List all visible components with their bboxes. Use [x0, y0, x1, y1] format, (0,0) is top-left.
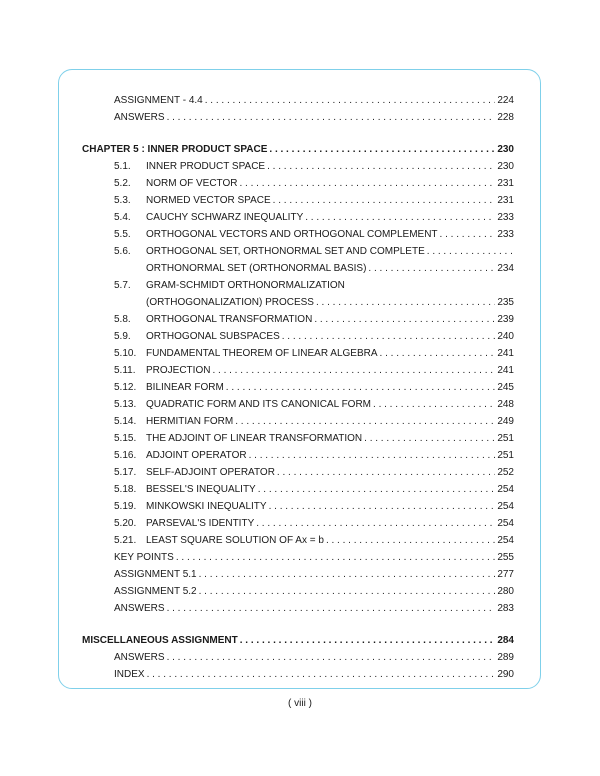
- toc-entry-answers-misc[interactable]: [114, 651, 514, 665]
- section-title: CAUCHY SCHWARZ INEQUALITY: [146, 212, 304, 223]
- toc-section-5-16[interactable]: [114, 449, 514, 463]
- section-number: 5.2.: [114, 178, 131, 189]
- entry-title: INDEX: [114, 669, 145, 680]
- entry-title: ASSIGNMENT 5.2: [114, 586, 197, 597]
- toc-entry-answers-4[interactable]: [114, 111, 514, 125]
- section-title-continued: ORTHONORMAL SET (ORTHONORMAL BASIS): [146, 263, 367, 274]
- section-page: 231: [497, 195, 514, 206]
- section-title: INNER PRODUCT SPACE: [146, 161, 266, 172]
- toc-section-5-9[interactable]: [114, 330, 514, 344]
- misc-page: 284: [497, 635, 514, 646]
- entry-page: 283: [497, 603, 514, 614]
- section-page: 254: [497, 501, 514, 512]
- chapter-page: 230: [497, 144, 514, 155]
- entry-page: 224: [497, 95, 514, 106]
- entry-title: ANSWERS: [114, 112, 165, 123]
- entry-page: 255: [497, 552, 514, 563]
- page-number-footer: ( viii ): [288, 698, 312, 709]
- entry-title: ASSIGNMENT 5.1: [114, 569, 197, 580]
- section-title-continued: (ORTHOGONALIZATION) PROCESS: [146, 297, 314, 308]
- section-number: 5.4.: [114, 212, 131, 223]
- entry-title: KEY POINTS: [114, 552, 174, 563]
- section-number: 5.3.: [114, 195, 131, 206]
- section-number: 5.16.: [114, 450, 137, 461]
- section-number: 5.12.: [114, 382, 137, 393]
- section-title: ORTHOGONAL VECTORS AND ORTHOGONAL COMPLEMENT: [146, 229, 438, 240]
- section-number: 5.20.: [114, 518, 137, 529]
- toc-miscellaneous-heading[interactable]: [82, 634, 514, 648]
- section-title: QUADRATIC FORM AND ITS CANONICAL FORM: [146, 399, 372, 410]
- section-page: 230: [497, 161, 514, 172]
- toc-entry-assignment-5-1[interactable]: [114, 568, 514, 582]
- section-title: BILINEAR FORM: [146, 382, 224, 393]
- section-page: 231: [497, 178, 514, 189]
- section-number: 5.9.: [114, 331, 131, 342]
- toc-section-5-12[interactable]: [114, 381, 514, 395]
- section-title: THE ADJOINT OF LINEAR TRANSFORMATION: [146, 433, 363, 444]
- section-number: 5.19.: [114, 501, 137, 512]
- section-title: LEAST SQUARE SOLUTION OF Ax = b: [146, 535, 324, 546]
- section-page: 254: [497, 518, 514, 529]
- toc-section-5-3[interactable]: [114, 194, 514, 208]
- section-page: 240: [497, 331, 514, 342]
- section-title: GRAM-SCHMIDT ORTHONORMALIZATION: [146, 280, 345, 291]
- section-number: 5.21.: [114, 535, 137, 546]
- entry-page: 289: [497, 652, 514, 663]
- section-number: 5.8.: [114, 314, 131, 325]
- toc-entry-answers-5[interactable]: [114, 602, 514, 616]
- toc-section-5-2[interactable]: [114, 177, 514, 191]
- toc-section-5-17[interactable]: [114, 466, 514, 480]
- toc-section-5-21[interactable]: [114, 534, 514, 548]
- entry-title: ANSWERS: [114, 603, 165, 614]
- toc-section-5-18[interactable]: [114, 483, 514, 497]
- section-title: PROJECTION: [146, 365, 211, 376]
- toc-entry-index[interactable]: [114, 668, 514, 682]
- section-number: 5.6.: [114, 246, 131, 257]
- toc-section-5-8[interactable]: [114, 313, 514, 327]
- entry-title: ANSWERS: [114, 652, 165, 663]
- section-page: 241: [497, 348, 514, 359]
- section-page: 248: [497, 399, 514, 410]
- toc-section-5-14[interactable]: [114, 415, 514, 429]
- section-title: ORTHOGONAL SUBSPACES: [146, 331, 280, 342]
- section-number: 5.7.: [114, 280, 131, 291]
- section-title: SELF-ADJOINT OPERATOR: [146, 467, 275, 478]
- section-page: 239: [497, 314, 514, 325]
- toc-section-5-15[interactable]: [114, 432, 514, 446]
- toc-section-5-4[interactable]: [114, 211, 514, 225]
- section-page: 251: [497, 450, 514, 461]
- section-page: 252: [497, 467, 514, 478]
- section-title: ORTHOGONAL SET, ORTHONORMAL SET AND COMPLETE: [146, 246, 425, 257]
- section-page: 254: [497, 484, 514, 495]
- entry-page: 228: [497, 112, 514, 123]
- toc-section-5-20[interactable]: [114, 517, 514, 531]
- section-title: BESSEL'S INEQUALITY: [146, 484, 256, 495]
- section-page: 241: [497, 365, 514, 376]
- section-number: 5.14.: [114, 416, 137, 427]
- entry-page: 280: [497, 586, 514, 597]
- toc-section-5-6-continued[interactable]: [146, 262, 514, 276]
- toc-section-5-10[interactable]: [114, 347, 514, 361]
- section-page: 254: [497, 535, 514, 546]
- misc-title: MISCELLANEOUS ASSIGNMENT: [82, 635, 238, 646]
- section-title: FUNDAMENTAL THEOREM OF LINEAR ALGEBRA: [146, 348, 378, 359]
- section-page: 251: [497, 433, 514, 444]
- toc-section-5-1[interactable]: [114, 160, 514, 174]
- section-page: 233: [497, 212, 514, 223]
- toc-section-5-6[interactable]: [114, 245, 514, 259]
- section-page: 245: [497, 382, 514, 393]
- toc-entry-assignment-5-2[interactable]: [114, 585, 514, 599]
- entry-page: 290: [497, 669, 514, 680]
- entry-title: ASSIGNMENT - 4.4: [114, 95, 203, 106]
- toc-entry-assignment-4-4[interactable]: [114, 94, 514, 108]
- toc-section-5-5[interactable]: [114, 228, 514, 242]
- section-number: 5.1.: [114, 161, 131, 172]
- toc-chapter-5-heading[interactable]: [82, 143, 514, 157]
- section-title: NORMED VECTOR SPACE: [146, 195, 271, 206]
- section-title: PARSEVAL'S IDENTITY: [146, 518, 255, 529]
- toc-entry-key-points[interactable]: [114, 551, 514, 565]
- section-page: 233: [497, 229, 514, 240]
- toc-section-5-11[interactable]: [114, 364, 514, 378]
- section-number: 5.18.: [114, 484, 137, 495]
- section-title: HERMITIAN FORM: [146, 416, 234, 427]
- section-page: 235: [497, 297, 514, 308]
- section-number: 5.15.: [114, 433, 137, 444]
- entry-page: 277: [497, 569, 514, 580]
- section-title: MINKOWSKI INEQUALITY: [146, 501, 267, 512]
- section-number: 5.5.: [114, 229, 131, 240]
- section-page: 234: [497, 263, 514, 274]
- section-number: 5.13.: [114, 399, 137, 410]
- toc-section-5-19[interactable]: [114, 500, 514, 514]
- section-title: ADJOINT OPERATOR: [146, 450, 247, 461]
- section-number: 5.11.: [114, 365, 136, 376]
- section-title: ORTHOGONAL TRANSFORMATION: [146, 314, 313, 325]
- section-page: 249: [497, 416, 514, 427]
- toc-section-5-13[interactable]: [114, 398, 514, 412]
- toc-section-5-7[interactable]: [114, 279, 514, 293]
- section-number: 5.10.: [114, 348, 137, 359]
- section-number: 5.17.: [114, 467, 137, 478]
- toc-section-5-7-continued[interactable]: [146, 296, 514, 310]
- section-title: NORM OF VECTOR: [146, 178, 238, 189]
- chapter-title: CHAPTER 5 : INNER PRODUCT SPACE: [82, 144, 268, 155]
